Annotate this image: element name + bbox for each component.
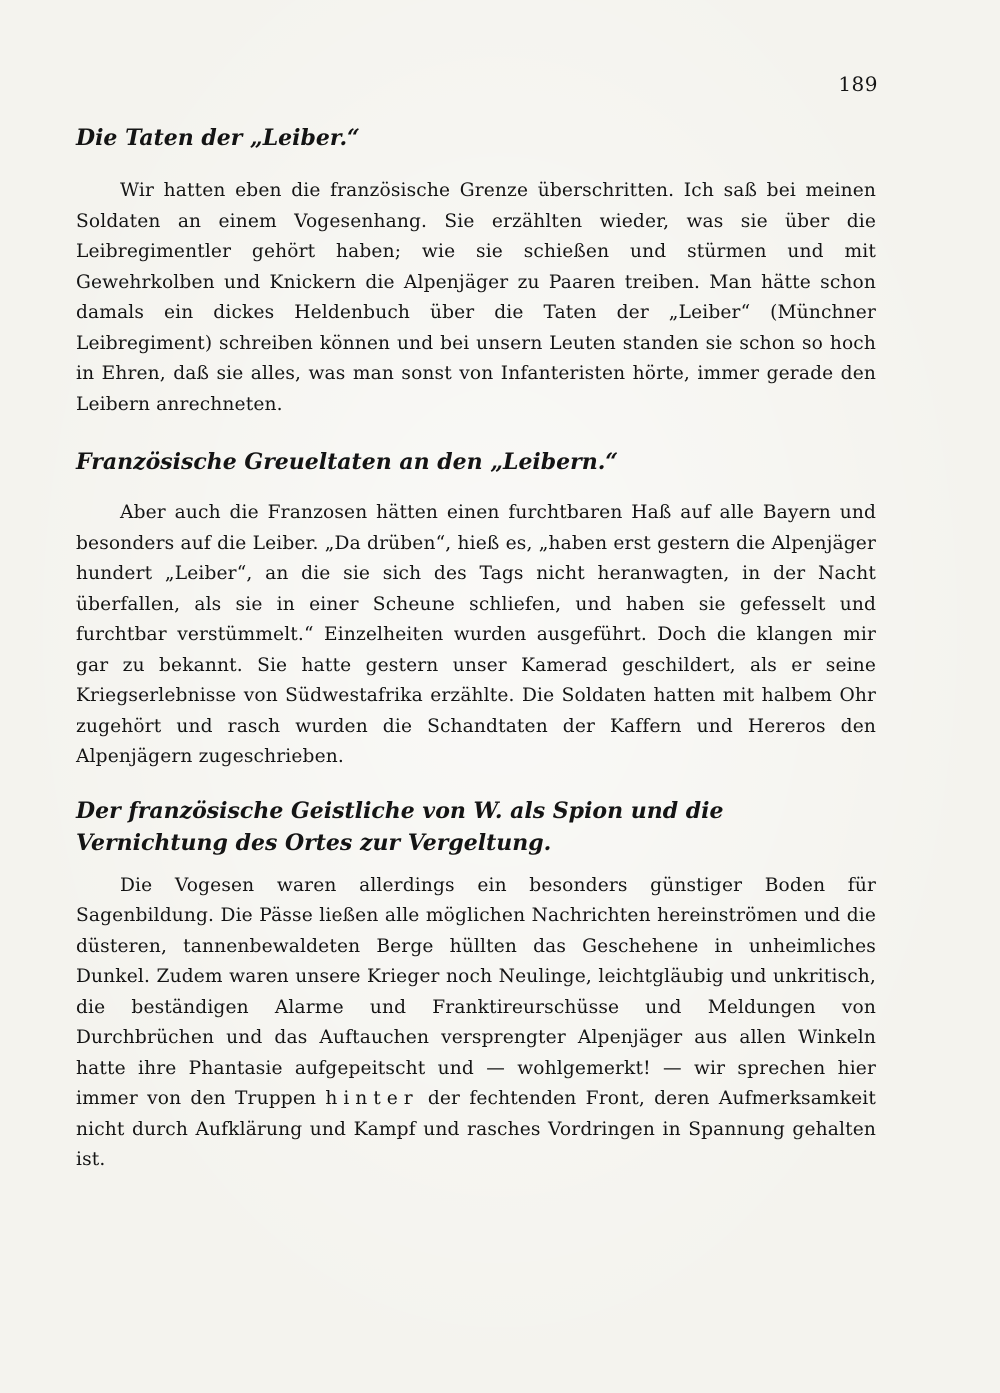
- paragraph-text-part: der fechtenden Front, deren Aufmerksamkeit nicht durch Aufklärung und Kampf und rasches Vordringen in Spannung gehalten ist.: [76, 1088, 877, 1170]
- section-heading-greueltaten: Französische Greueltaten an den „Leibern.“: [76, 449, 619, 475]
- emphasized-word: hinter: [325, 1088, 419, 1109]
- section-heading-taten-der-leiber: Die Taten der „Leiber.“: [76, 125, 360, 151]
- section-paragraph-geistliche-spion: [76, 871, 876, 1176]
- paragraph-text-part: Die Vogesen waren allerdings ein besonders günstiger Boden für Sagenbildung. Die Pässe ließen alle möglichen Nachrichten hereinströmen und die düsteren, tannenbewaldeten Berge hüllten das Geschehene in unheimliches Dunkel. Zudem waren unsere Krieger noch Neulinge, leichtgläubig und unkritisch, die beständigen Alarme und Franktireurschüsse und Meldungen von Durchbrüchen und das Auftauchen versprengter Alpenjäger aus allen Winkeln hatte ihre Phantasie aufgepeitscht und — wohlgemerkt! — wir sprechen hier immer von den Truppen: [76, 874, 876, 1109]
- section-paragraph-taten-der-leiber: Wir hatten eben die französische Grenze überschritten. Ich saß bei meinen Soldaten an einem Vogesenhang. Sie erzählten wieder, was sie über die Leibregimentler gehört haben; wie sie schießen und stürmen und mit Gewehrkolben und Knickern die Alpenjäger zu Paaren treiben. Man hätte schon damals ein dickes Heldenbuch über die Taten der „Leiber“ (Münchner Leibregiment) schreiben können und bei unsern Leuten standen sie schon so hoch in Ehren, daß sie alles, was man sonst von Infanteristen hörte, immer gerade den Leibern anrechneten.: [76, 180, 876, 415]
- section-paragraph-greueltaten: Aber auch die Franzosen hätten einen furchtbaren Haß auf alle Bayern und besonders auf die Leiber. „Da drüben“, hieß es, „haben erst gestern die Alpenjäger hundert „Leiber“, an die sie sich des Tags nicht heranwagten, in der Nacht überfallen, als sie in einer Scheune schliefen, und haben sie gefesselt und furchtbar verstümmelt.“ Einzelheiten wurden ausgeführt. Doch die klangen mir gar zu bekannt. Sie hatte gestern unser Kamerad geschildert, als er seine Kriegserlebnisse von Südwestafrika erzählte. Die Soldaten hatten mit halbem Ohr zugehört und rasch wurden die Schandtaten der Kaffern und Hereros den Alpenjägern zugeschrieben.: [76, 502, 876, 767]
- text-column: [76, 122, 876, 1176]
- page-number: 189: [838, 72, 878, 96]
- section-heading-geistliche-spion: Der französische Geistliche von W. als Spion und die Vernichtung des Ortes zur Vergeltung.: [76, 797, 724, 856]
